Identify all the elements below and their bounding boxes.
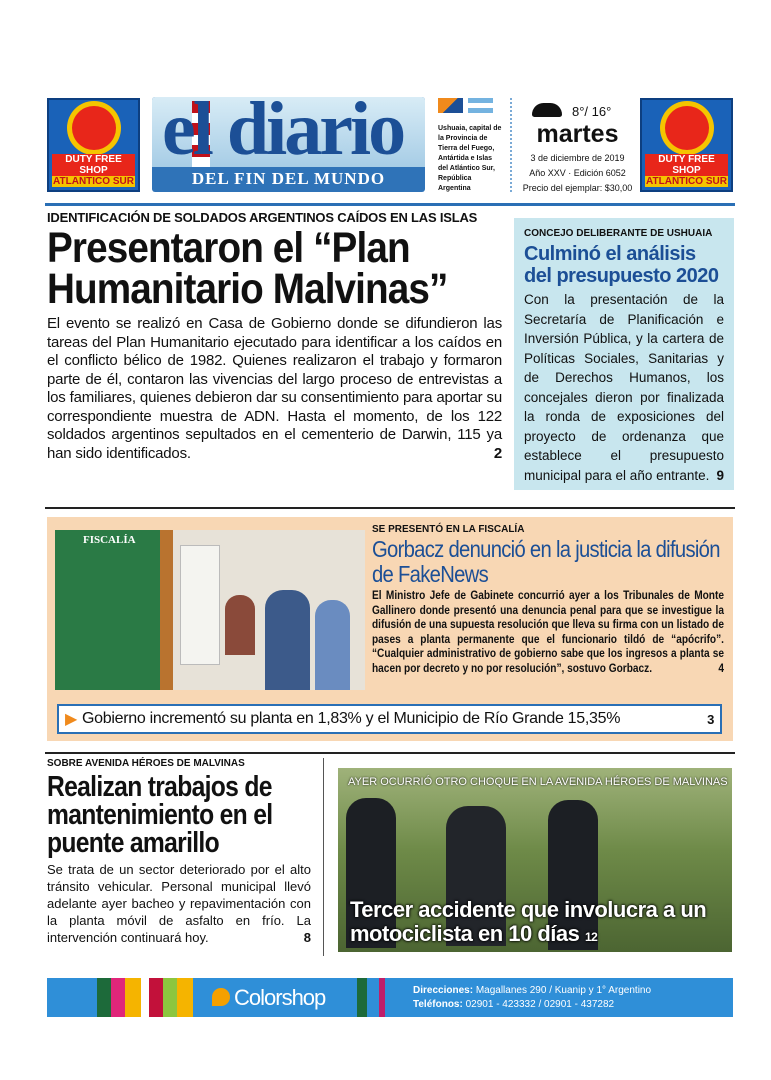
kicker: AYER OCURRIÓ OTRO CHOQUE EN LA AVENIDA HÉROES DE MALVINAS: [348, 776, 728, 788]
page-ref: 3: [707, 711, 714, 727]
fiscalia-story[interactable]: [372, 524, 724, 676]
page-ref: 2: [493, 444, 502, 462]
photo-sign: FISCALÍA: [83, 534, 136, 546]
cloud-icon: [532, 103, 562, 117]
main-story[interactable]: [47, 210, 502, 463]
divider: [510, 98, 512, 192]
butterfly-icon: [212, 988, 230, 1006]
accident-photo[interactable]: [338, 768, 732, 952]
divider: [323, 758, 324, 956]
story-body: Con la presentación de la Secretaría de Planificación e Inversión Pública, y la cartera de Políticas Sociales, Sanitarias y de Derechos Humanos, los concejales dieron por finalizada la ronda de exposiciones del proyecto de ordenanza que establece el presupuesto municipal para el año entrante. 9: [524, 290, 724, 485]
logo-text: el diario: [162, 97, 404, 171]
header-rule: [45, 203, 735, 206]
sidebar-story[interactable]: [514, 218, 734, 490]
argentina-flag-icon: [468, 98, 493, 113]
kicker: SE PRESENTÓ EN LA FISCALÍA: [372, 524, 525, 535]
story-body: El evento se realizó en Casa de Gobierno donde se difundieron las tareas del Plan Humanitario ejecutado para identificar a los caídos en el conflicto bélico de 1982. Quienes realizaron el trabajo y formaron parte de él, contaron las vivencias del largo proceso de entrevistas a los familiares, quienes debieron dar su consentimiento para aportar su correspondiente muestra de ADN. Hasta el momento, de los 122 soldados argentinos sepultados en el cementerio de Darwin, 115 ya han sido identificados. 2: [47, 315, 502, 462]
rule: [45, 507, 735, 509]
page-ref: 4: [718, 662, 724, 675]
date: 3 de diciembre de 2019: [530, 153, 625, 163]
kicker: IDENTIFICACIÓN DE SOLDADOS ARGENTINOS CAÍDOS EN LAS ISLAS: [47, 210, 478, 225]
duty-free-ad-right[interactable]: [640, 98, 733, 192]
headline: Realizan trabajos de mantenimiento en el puente amarillo: [47, 771, 273, 859]
fiscalia-photo[interactable]: [55, 530, 365, 690]
sun-icon: [665, 106, 709, 150]
headline: Culminó el análisis del presupuesto 2020: [524, 243, 719, 287]
page-ref: 8: [303, 930, 311, 945]
duty-free-ad-left[interactable]: [47, 98, 140, 192]
logo-subtitle: DEL FIN DEL MUNDO: [191, 169, 386, 188]
headline: Gorbacz denunció en la justicia la difusión de FakeNews: [372, 536, 720, 587]
story-body: Se trata de un sector deteriorado por el alto tránsito vehicular. Personal municipal llevó adelante ayer bacheo y repavimentación con la planta móvil de asfalto en frío. La intervención continuará hoy. 8: [47, 862, 311, 945]
brand: Colorshop: [234, 985, 326, 1010]
bridge-story[interactable]: [47, 758, 311, 946]
rule: [45, 752, 735, 754]
colorshop-ad[interactable]: [47, 978, 733, 1017]
location-text: Ushuaia, capital de la Provincia de Tierra del Fuego, Antártida e Islas del Atlántico Sur, República Argentina: [438, 125, 502, 192]
date-info: [520, 151, 635, 196]
price: Precio del ejemplar: $30,00: [522, 183, 633, 193]
ad-contact: Direcciones: Magallanes 290 / Kuanip y 1° Argentino Teléfonos: 02901 - 423332 / 02901 - 437282: [413, 985, 652, 1010]
sun-icon: [72, 106, 116, 150]
story-body: El Ministro Jefe de Gabinete concurrió ayer a los Tribunales de Monte Gallinero donde presentó una denuncia penal para que se investigue la difusión de una supuesta resolución que lleva su firma con un listado de pases a planta permanente que el funcionario tildó de “apócrifo”. “Cualquier administrativo de gobierno sabe que los ingresos a planta se hacen por decreto y no por resolución”, sostuvo Gorbacz. 4: [372, 590, 724, 675]
temperature: 8°/ 16°: [572, 104, 612, 119]
tierra-del-fuego-flag-icon: [438, 98, 463, 113]
edition: Año XXV · Edición 6052: [529, 168, 626, 178]
masthead-logo[interactable]: [152, 97, 425, 192]
ad-line: ATLANTICO SUR: [646, 176, 727, 187]
accident-headline: Tercer accidente que involucra a un motociclista en 10 días 12: [350, 897, 707, 946]
kicker: SOBRE AVENIDA HÉROES DE MALVINAS: [47, 758, 245, 769]
teaser-bar[interactable]: [57, 704, 722, 734]
play-arrow-icon: ▶: [65, 711, 78, 728]
page-ref: 9: [716, 467, 724, 483]
weekday: martes: [536, 120, 619, 148]
ad-line: DUTY FREE SHOP: [52, 154, 135, 176]
ad-line: DUTY FREE SHOP: [645, 154, 728, 176]
teaser-text: Gobierno incrementó su planta en 1,83% y el Municipio de Río Grande 15,35%: [82, 710, 621, 727]
headline: Presentaron el “Plan Humanitario Malvinas”: [47, 224, 448, 313]
kicker: CONCEJO DELIBERANTE DE USHUAIA: [524, 228, 713, 239]
page-ref: 12: [585, 930, 598, 944]
ad-line: ATLANTICO SUR: [53, 176, 134, 187]
